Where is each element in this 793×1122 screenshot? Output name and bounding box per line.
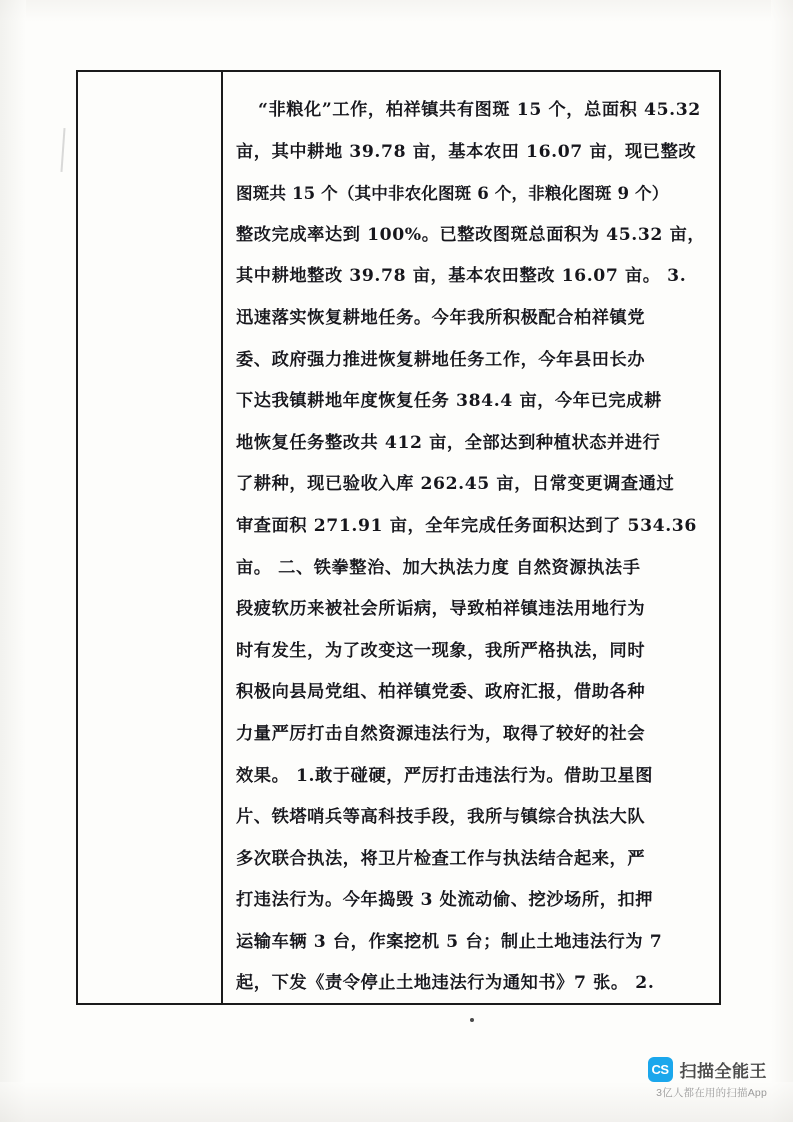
document-table-frame: [76, 70, 721, 1005]
document-line: 起，下发《责令停止土地违法行为通知书》7 张。 2.: [236, 973, 655, 994]
scan-edge-shading-top: [0, 0, 793, 22]
document-line: 片、铁塔哨兵等高科技手段，我所与镇综合执法大队: [236, 807, 646, 828]
camscanner-title: 扫描全能王: [679, 1062, 767, 1081]
camscanner-subtitle: 3亿人都在用的扫描App: [656, 1087, 767, 1099]
document-line: 多次联合执法，将卫片检查工作与执法结合起来，严: [236, 848, 646, 869]
document-line: “非粮化”工作，柏祥镇共有图斑 15 个，总面积 45.32: [258, 100, 701, 120]
document-line: 了耕种，现已验收入库 262.45 亩，日常变更调查通过: [236, 474, 675, 495]
document-line: 委、政府强力推进恢复耕地任务工作，今年县田长办: [236, 349, 646, 370]
document-line: 图斑共 15 个（其中非农化图斑 6 个，非粮化图斑 9 个）: [236, 183, 669, 204]
document-line: 其中耕地整改 39.78 亩，基本农田整改 16.07 亩。 3.: [236, 266, 687, 287]
table-label-column: [78, 72, 221, 1003]
scan-edge-shading-left: [0, 0, 26, 1122]
document-line: 积极向县局党组、柏祥镇党委、政府汇报，借助各种: [236, 682, 646, 703]
document-line: 亩，其中耕地 39.78 亩，基本农田 16.07 亩，现已整改: [236, 141, 697, 162]
camscanner-watermark: [648, 1057, 768, 1100]
scan-edge-shading-right: [771, 0, 793, 1122]
camscanner-watermark-row: [648, 1057, 768, 1082]
document-line: 整改完成率达到 100%。已整改图斑总面积为 45.32 亩，: [236, 224, 706, 245]
document-line: 运输车辆 3 台，作案挖机 5 台；制止土地违法行为 7: [236, 931, 663, 952]
document-line: 段疲软历来被社会所诟病，导致柏祥镇违法用地行为: [236, 599, 646, 620]
document-line: 亩。 二、铁拳整治、加大执法力度 自然资源执法手: [236, 557, 641, 578]
document-line: 效果。 1.敢于碰硬，严厉打击违法行为。借助卫星图: [236, 765, 654, 786]
document-line: 地恢复任务整改共 412 亩，全部达到种植状态并进行: [236, 432, 661, 453]
table-column-divider: [221, 72, 223, 1003]
camscanner-logo-icon: CS: [648, 1057, 673, 1082]
document-line: 打违法行为。今年捣毁 3 处流动偷、挖沙场所，扣押: [236, 890, 654, 911]
document-line: 下达我镇耕地年度恢复任务 384.4 亩，今年已完成耕: [236, 391, 662, 412]
document-line: 审查面积 271.91 亩，全年完成任务面积达到了 534.36: [236, 515, 697, 536]
document-body-text: [230, 82, 716, 997]
document-line: 迅速落实恢复耕地任务。今年我所积极配合柏祥镇党: [236, 307, 646, 328]
stray-ink-mark: [470, 1018, 474, 1022]
document-line: 时有发生，为了改变这一现象，我所严格执法，同时: [236, 640, 646, 661]
document-line: 力量严厉打击自然资源违法行为，取得了较好的社会: [236, 723, 646, 744]
margin-pen-mark: [60, 128, 65, 172]
